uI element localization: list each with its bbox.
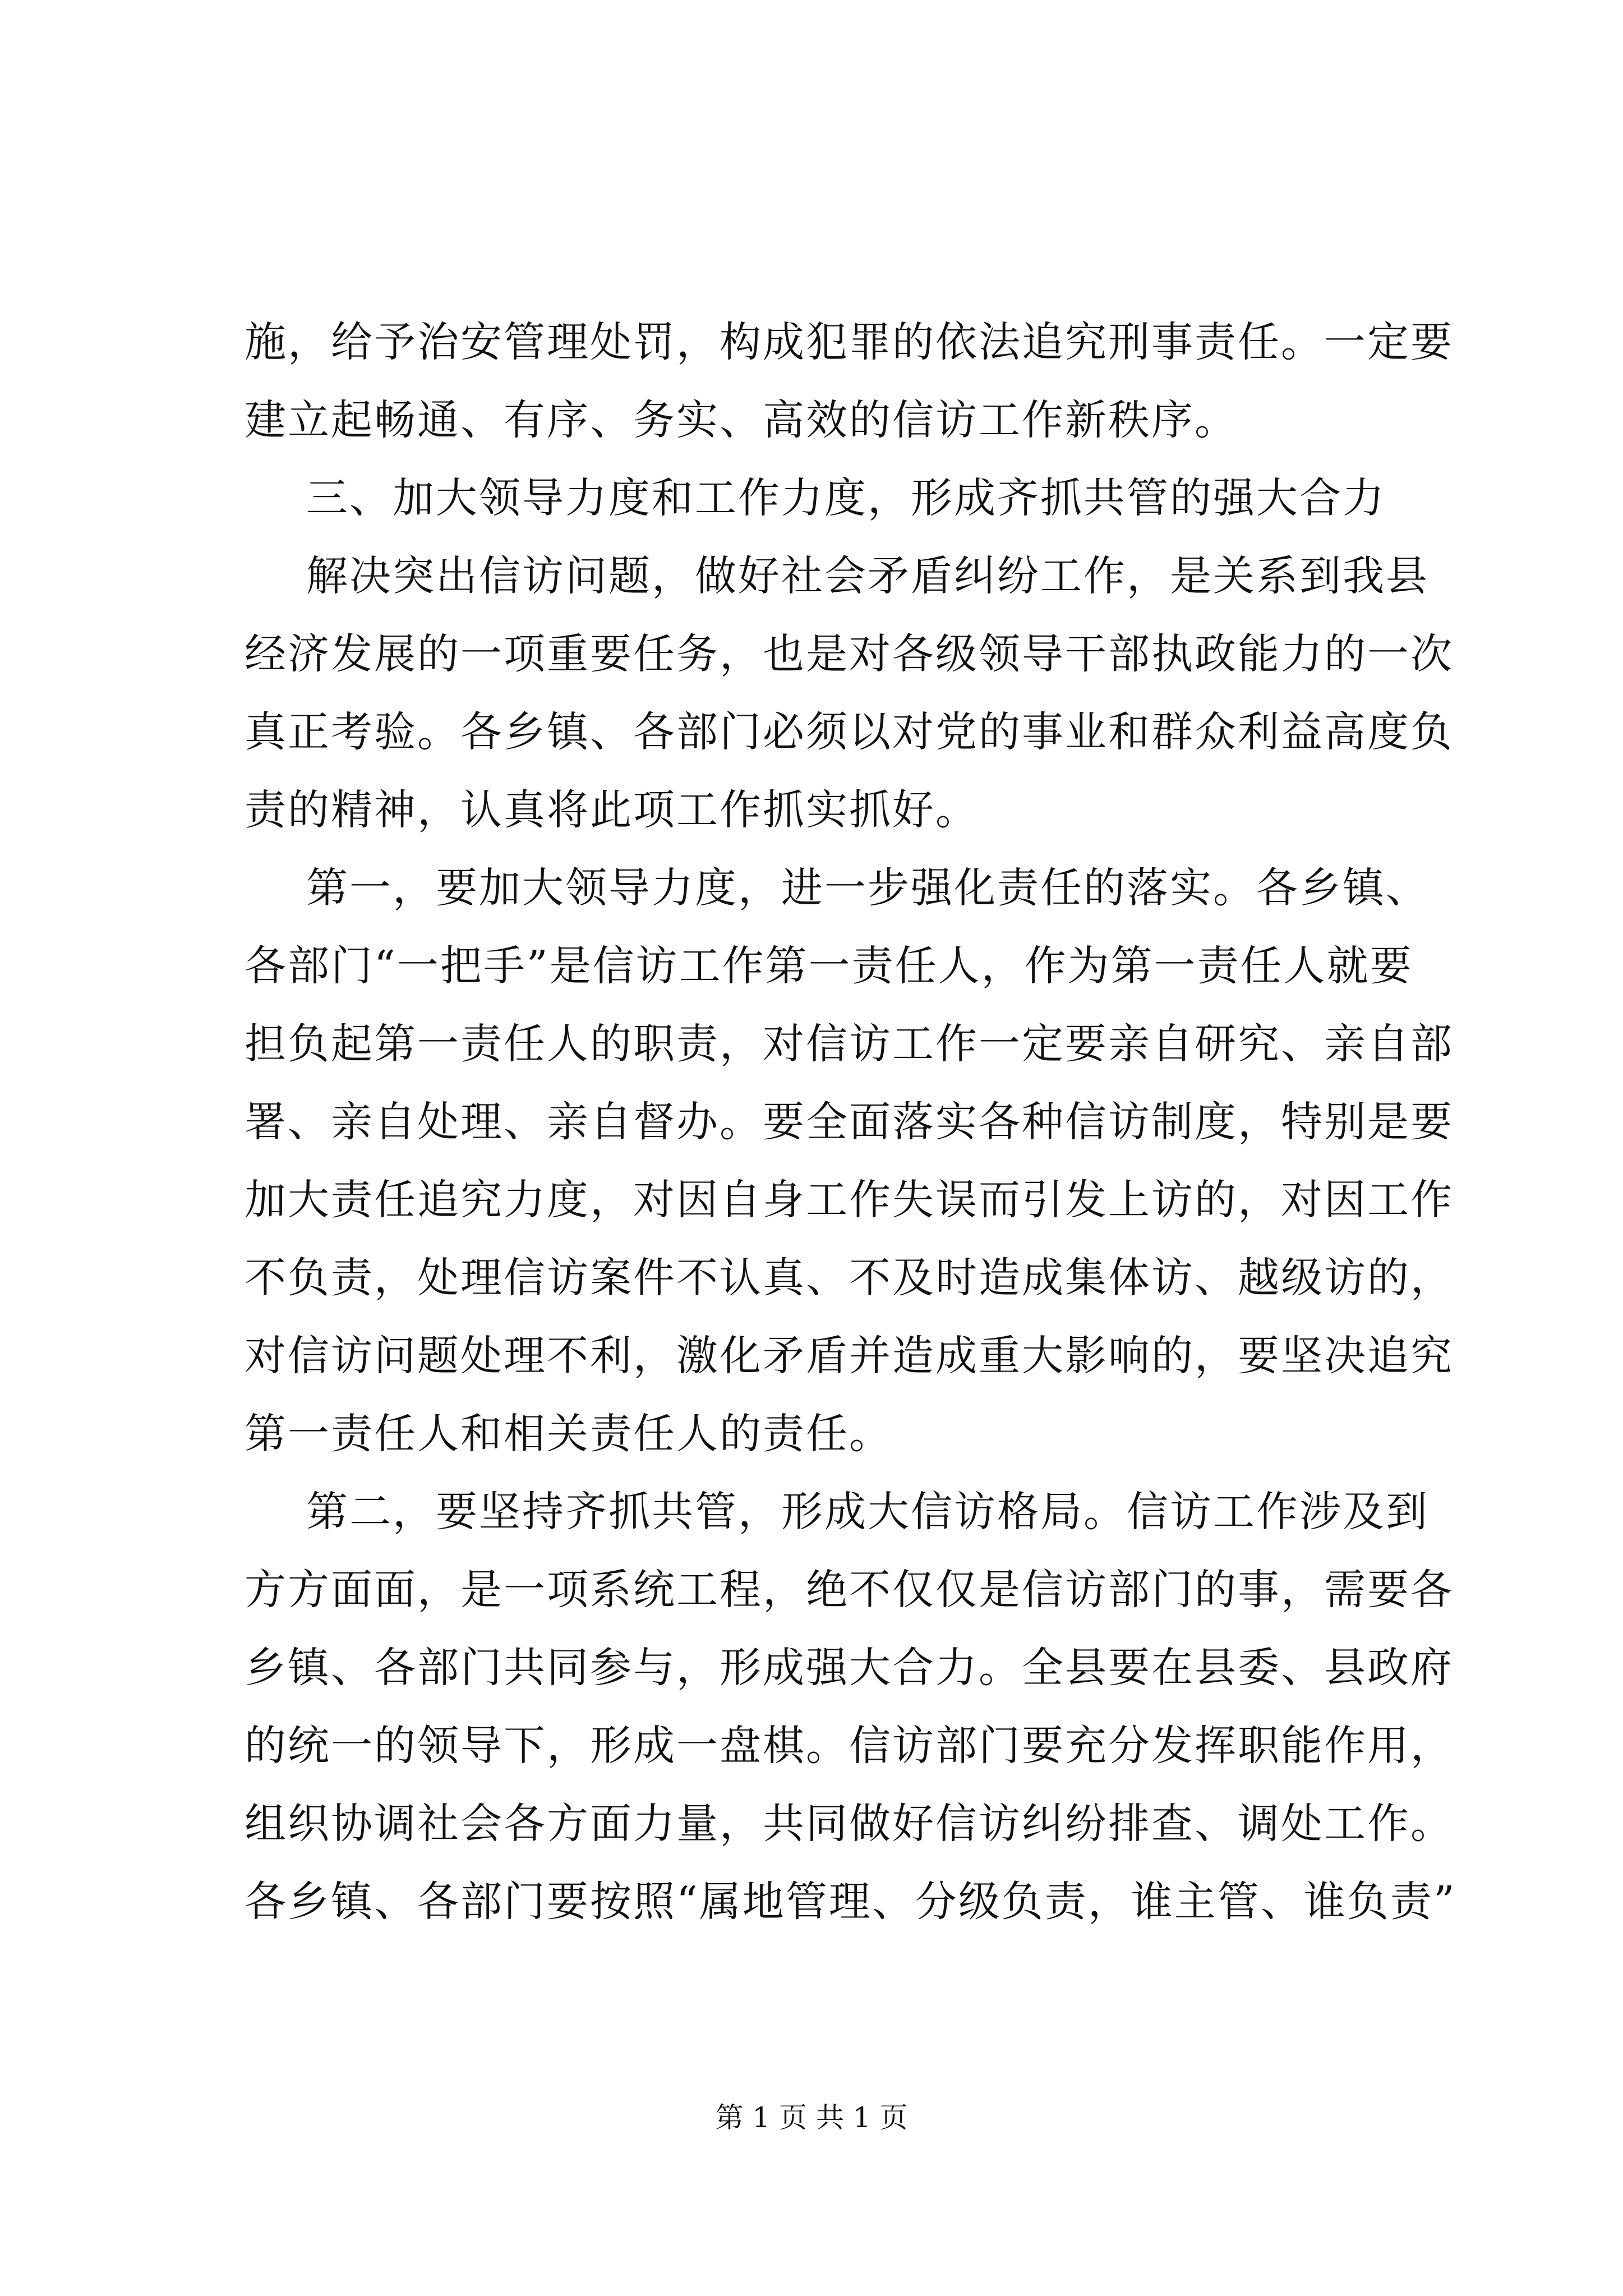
text-line: 担负起第一责任人的职责，对信访工作一定要亲自研究、亲自部 <box>245 1020 1454 1068</box>
text-line: 署、亲自处理、亲自督办。要全面落实各种信访制度，特别是要 <box>245 1098 1454 1146</box>
text-line: 施，给予治安管理处罚，构成犯罪的依法追究刑事责任。一定要 <box>245 318 1454 366</box>
page-footer: 第 1 页 共 1 页 <box>715 2101 908 2134</box>
text-line: 真正考验。各乡镇、各部门必须以对党的事业和群众利益高度负 <box>245 708 1454 756</box>
text-line: 对信访问题处理不利，激化矛盾并造成重大影响的，要坚决追究 <box>245 1332 1454 1380</box>
text-line: 各部门“一把手”是信访工作第一责任人，作为第一责任人就要 <box>245 942 1413 990</box>
text-line: 第二，要坚持齐抓共管，形成大信访格局。信访工作涉及到 <box>306 1488 1429 1536</box>
text-line: 的统一的领导下，形成一盘棋。信访部门要充分发挥职能作用， <box>245 1722 1454 1770</box>
text-line: 第一，要加大领导力度，进一步强化责任的落实。各乡镇、 <box>306 864 1429 912</box>
text-line: 第一责任人和相关责任人的责任。 <box>245 1410 892 1458</box>
text-line: 方方面面，是一项系统工程，绝不仅仅是信访部门的事，需要各 <box>245 1566 1454 1614</box>
text-line: 责的精神，认真将此项工作抓实抓好。 <box>245 786 979 834</box>
text-line: 不负责，处理信访案件不认真、不及时造成集体访、越级访的， <box>245 1254 1454 1302</box>
text-line: 组织协调社会各方面力量，共同做好信访纠纷排查、调处工作。 <box>245 1800 1454 1848</box>
text-line: 乡镇、各部门共同参与，形成强大合力。全县要在县委、县政府 <box>245 1644 1454 1692</box>
text-line: 加大责任追究力度，对因自身工作失误而引发上访的，对因工作 <box>245 1176 1454 1224</box>
text-line: 经济发展的一项重要任务，也是对各级领导干部执政能力的一次 <box>245 630 1454 678</box>
text-line: 各乡镇、各部门要按照“属地管理、分级负责，谁主管、谁负责” <box>245 1878 1456 1926</box>
text-line: 建立起畅通、有序、务实、高效的信访工作新秩序。 <box>245 396 1238 444</box>
section-heading: 三、加大领导力度和工作力度，形成齐抓共管的强大合力 <box>306 474 1386 522</box>
text-line: 解决突出信访问题，做好社会矛盾纠纷工作，是关系到我县 <box>306 552 1429 600</box>
